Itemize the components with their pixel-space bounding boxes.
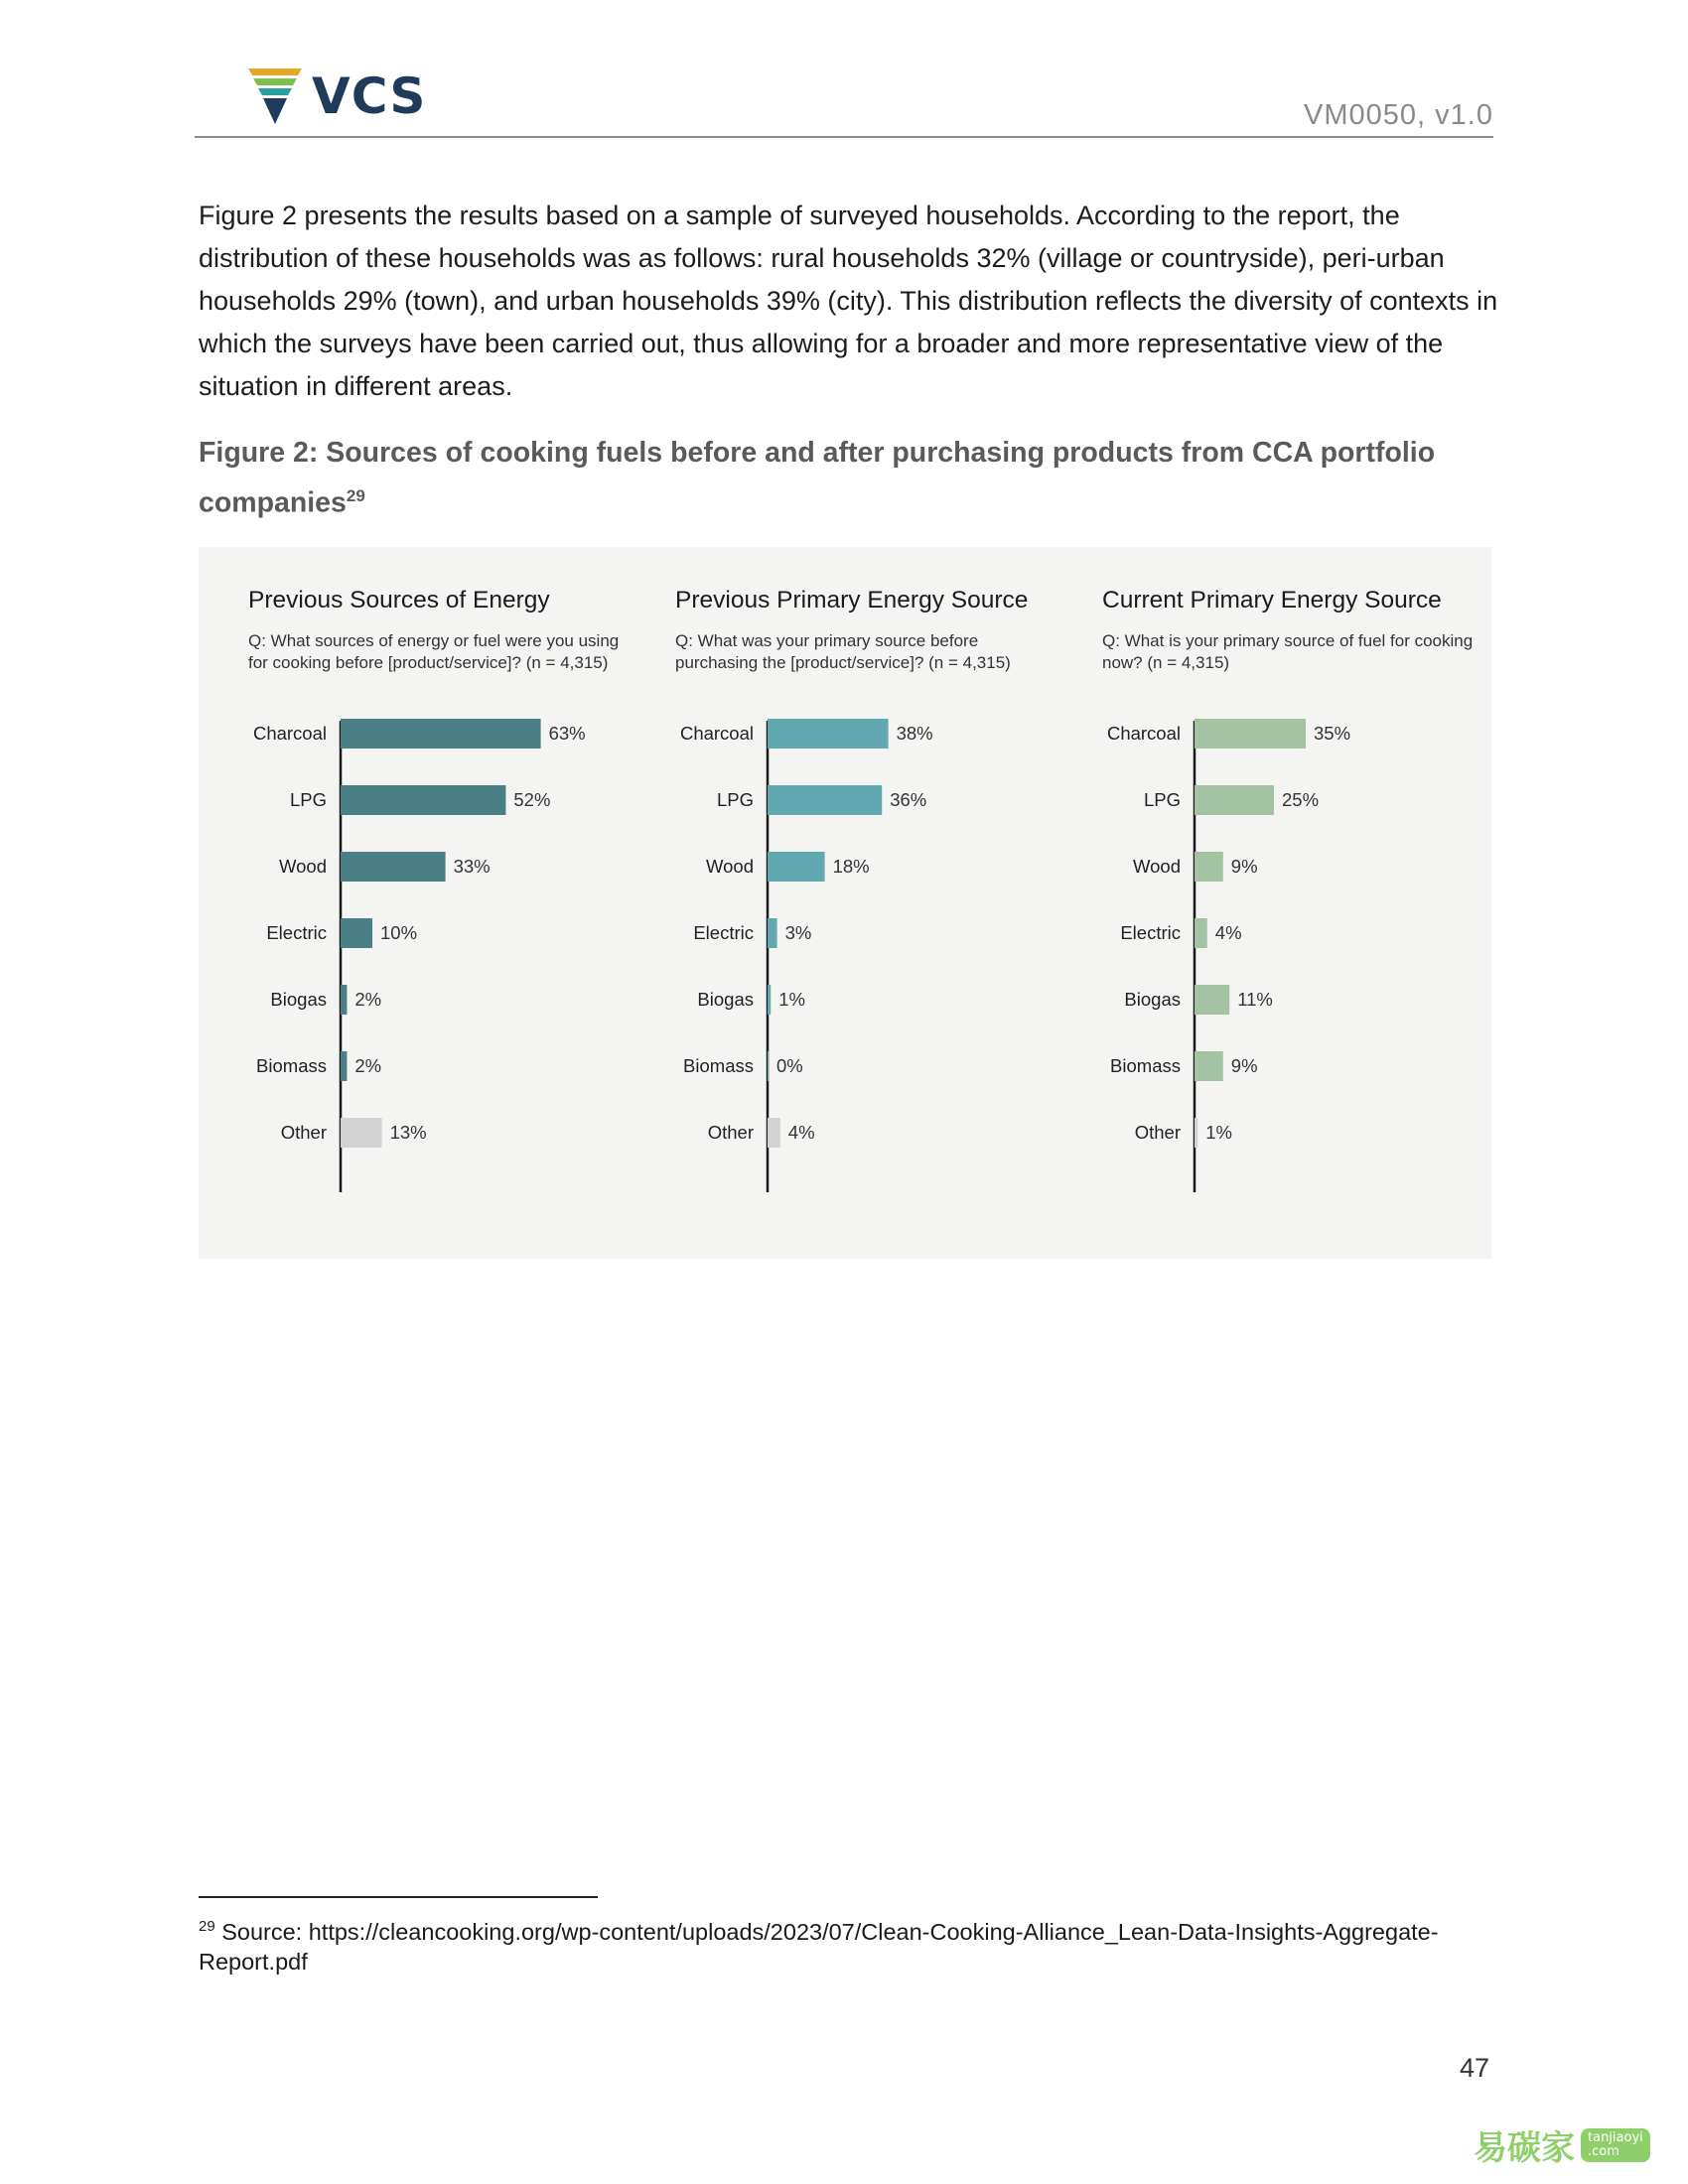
bar bbox=[1195, 1051, 1223, 1081]
category-label: Biomass bbox=[1110, 1055, 1181, 1076]
category-label: Electric bbox=[266, 922, 327, 943]
bar bbox=[768, 785, 882, 815]
header-divider bbox=[195, 136, 1493, 138]
vcs-checkmark-icon bbox=[248, 68, 302, 124]
category-label: Other bbox=[280, 1122, 327, 1143]
watermark-text: 易碳家 bbox=[1474, 2128, 1575, 2168]
chart-title: Previous Sources of Energy bbox=[248, 587, 550, 614]
category-label: Electric bbox=[1120, 922, 1181, 943]
figure-caption-text: Figure 2: Sources of cooking fuels before and after purchasing products from CCA portfolio companies bbox=[199, 437, 1436, 519]
chart-question: Q: What was your primary source before purchasing the [product/service]? (n = 4,315) bbox=[675, 631, 1011, 672]
data-label: 4% bbox=[787, 1122, 815, 1143]
category-label: LPG bbox=[1143, 789, 1181, 810]
bar bbox=[1195, 785, 1274, 815]
logo-text: VCS bbox=[312, 68, 427, 125]
category-label: Wood bbox=[706, 856, 754, 877]
data-label: 9% bbox=[1230, 856, 1258, 877]
bar bbox=[1195, 1118, 1197, 1148]
watermark-badge bbox=[1581, 2128, 1650, 2162]
category-label: Wood bbox=[1133, 856, 1181, 877]
category-label: Charcoal bbox=[1106, 723, 1181, 744]
vcs-logo bbox=[248, 68, 426, 125]
bar bbox=[768, 985, 771, 1015]
watermark-badge-line1: tanjiaoyi bbox=[1588, 2129, 1643, 2145]
page-number: 47 bbox=[1459, 2053, 1489, 2083]
data-label: 4% bbox=[1214, 922, 1242, 943]
category-label: Biogas bbox=[270, 989, 327, 1010]
figure-2 bbox=[199, 547, 1491, 1259]
bar bbox=[768, 1051, 769, 1081]
footnote-reference: 29 bbox=[346, 486, 365, 505]
category-label: LPG bbox=[716, 789, 754, 810]
data-label: 25% bbox=[1282, 789, 1320, 810]
data-label: 1% bbox=[778, 989, 805, 1010]
bar bbox=[341, 719, 541, 749]
bar bbox=[1195, 719, 1306, 749]
data-label: 38% bbox=[896, 723, 933, 744]
chart-title: Current Primary Energy Source bbox=[1102, 587, 1442, 614]
data-label: 1% bbox=[1205, 1122, 1232, 1143]
footnote-number: 29 bbox=[199, 1918, 215, 1935]
bar bbox=[768, 719, 889, 749]
category-label: LPG bbox=[289, 789, 327, 810]
bar bbox=[768, 852, 825, 882]
bar-chart-previous-primary bbox=[626, 547, 1043, 1259]
bar bbox=[768, 1118, 780, 1148]
data-label: 0% bbox=[776, 1055, 803, 1076]
category-label: Electric bbox=[693, 922, 754, 943]
watermark-logo bbox=[1474, 2120, 1650, 2169]
data-label: 10% bbox=[380, 922, 418, 943]
bar bbox=[1195, 918, 1207, 948]
body-paragraph: Figure 2 presents the results based on a sample of surveyed households. According to the report, the distribution of these households was as follows: rural households 32% (village or countryside), peri-urban households 29% (town), and urban households 39% (city). This distribution reflects the diversity of contexts in which the surveys have been carried out, thus allowing for a broader and more representative view of the situation in different areas. bbox=[199, 201, 1498, 401]
watermark-badge-line2: .com bbox=[1588, 2143, 1619, 2159]
figure-caption bbox=[199, 431, 1499, 525]
category-label: Wood bbox=[279, 856, 327, 877]
data-label: 2% bbox=[354, 989, 382, 1010]
chart-title: Previous Primary Energy Source bbox=[675, 587, 1029, 614]
data-label: 33% bbox=[453, 856, 491, 877]
data-label: 36% bbox=[890, 789, 927, 810]
bar bbox=[341, 785, 505, 815]
data-label: 63% bbox=[548, 723, 586, 744]
bar bbox=[1195, 985, 1229, 1015]
bar bbox=[341, 918, 372, 948]
category-label: Biomass bbox=[256, 1055, 327, 1076]
bar bbox=[341, 1118, 382, 1148]
category-label: Biomass bbox=[683, 1055, 754, 1076]
category-label: Charcoal bbox=[679, 723, 754, 744]
category-label: Other bbox=[1134, 1122, 1181, 1143]
footnote bbox=[199, 1912, 1509, 1977]
chart-question: Q: What sources of energy or fuel were you using for cooking before [product/service]? (n = 4,315) bbox=[248, 631, 620, 672]
document-version: VM0050, v1.0 bbox=[1304, 99, 1493, 131]
data-label: 11% bbox=[1237, 989, 1273, 1010]
category-label: Biogas bbox=[697, 989, 754, 1010]
bar bbox=[341, 985, 347, 1015]
bar-chart-current-primary bbox=[1053, 547, 1470, 1259]
footnote-text: Source: https://cleancooking.org/wp-content/uploads/2023/07/Clean-Cooking-Alliance_Lean-Data-Insights-Aggregate-Report.pdf bbox=[199, 1918, 1439, 1975]
footnote-divider bbox=[199, 1896, 598, 1898]
data-label: 35% bbox=[1314, 723, 1351, 744]
category-label: Biogas bbox=[1124, 989, 1181, 1010]
data-label: 13% bbox=[389, 1122, 427, 1143]
chart-panel-previous-primary bbox=[626, 547, 1043, 1259]
data-label: 52% bbox=[513, 789, 551, 810]
category-label: Other bbox=[707, 1122, 754, 1143]
data-label: 9% bbox=[1230, 1055, 1258, 1076]
bar bbox=[341, 852, 446, 882]
bar bbox=[768, 918, 777, 948]
bar-chart-previous-sources bbox=[199, 547, 616, 1259]
data-label: 2% bbox=[354, 1055, 382, 1076]
chart-panel-previous-sources bbox=[199, 547, 620, 1259]
data-label: 18% bbox=[832, 856, 870, 877]
bar bbox=[1195, 852, 1223, 882]
data-label: 3% bbox=[784, 922, 812, 943]
bar bbox=[341, 1051, 347, 1081]
chart-question: Q: What is your primary source of fuel for cooking now? (n = 4,315) bbox=[1102, 631, 1474, 672]
chart-panel-current-primary bbox=[1053, 547, 1474, 1259]
category-label: Charcoal bbox=[252, 723, 327, 744]
